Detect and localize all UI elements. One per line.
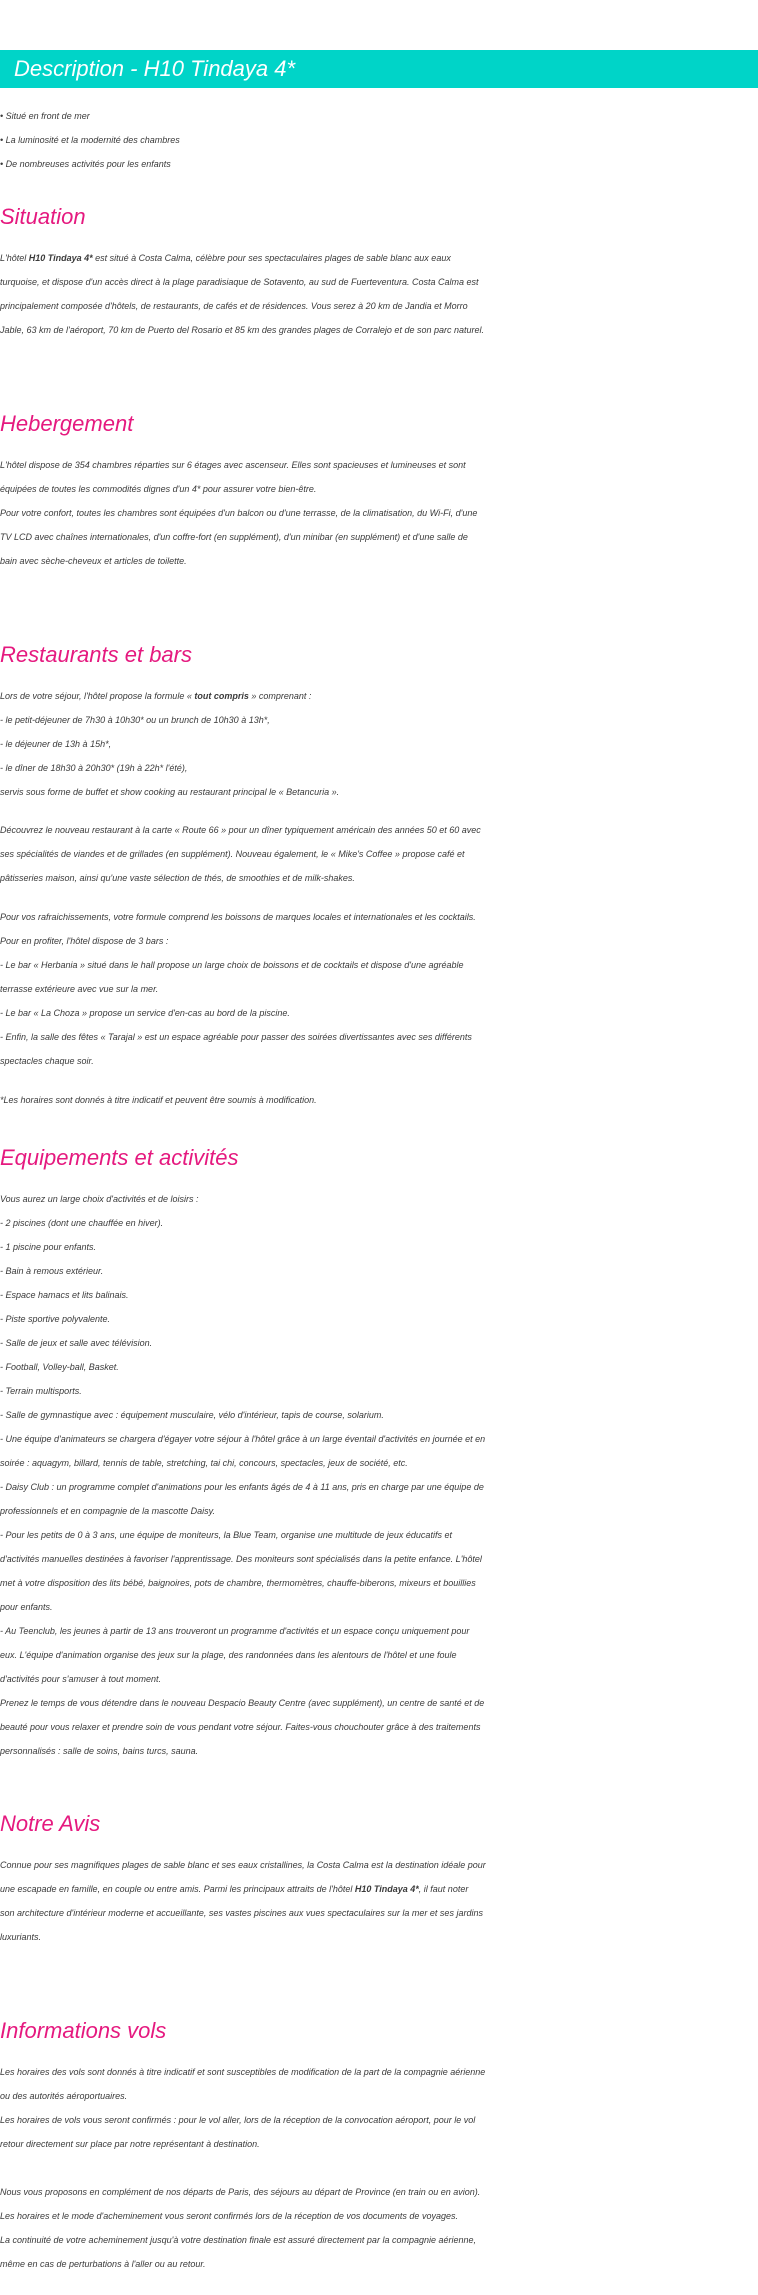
restaurants-paragraph-2 (0, 818, 758, 890)
text-line (0, 1877, 758, 1901)
text-line: La continuité de votre acheminement jusqu'à votre destination finale est assuré directement par la compagnie aérienne, (0, 2235, 477, 2245)
text-line: Les horaires et le mode d'acheminement vous seront confirmés lors de la réception de vos documents de voyages. (0, 2211, 458, 2221)
text-line: Les horaires des vols sont donnés à titre indicatif et sont susceptibles de modification de la part de la compagnie aérienne (0, 2067, 486, 2077)
text-line: - Le bar « La Choza » propose un service d'en-cas au bord de la piscine. (0, 1008, 290, 1018)
text-line: - le dîner de 18h30 à 20h30* (19h à 22h* l'été), (0, 763, 188, 773)
text-line: - 2 piscines (dont une chauffée en hiver). (0, 1218, 164, 1228)
text-line: - Le bar « Herbania » situé dans le hall propose un large choix de boissons et de cocktails et dispose d'une agréable (0, 960, 464, 970)
section-heading-vols: Informations vols (0, 2018, 167, 2043)
text-line: pâtisseries maison, ainsi qu'une vaste sélection de thés, de smoothies et de milk-shakes. (0, 873, 355, 883)
hotel-name: H10 Tindaya 4* (354, 1884, 419, 1894)
text-line: - Salle de jeux et salle avec télévision. (0, 1338, 153, 1348)
text-line: turquoise, et dispose d'un accès direct à la plage paradisiaque de Sotavento, au sud de Fuerteventura. Costa Calma est (0, 277, 479, 287)
text-line: pour enfants. (0, 1602, 53, 1612)
highlights-list (0, 104, 758, 176)
text-line: même en cas de perturbations à l'aller ou au retour. (0, 2259, 206, 2269)
text-fragment: L'hôtel (0, 253, 29, 263)
text-line: retour directement sur place par notre représentant à destination. (0, 2139, 260, 2149)
highlight-item: • De nombreuses activités pour les enfants (0, 159, 171, 169)
text-line: beauté pour vous relaxer et prendre soin de vous pendant votre séjour. Faites-vous chouchouter grâce à des traitements (0, 1722, 481, 1732)
text-fragment: » comprenant : (248, 691, 312, 701)
text-line: - Salle de gymnastique avec : équipement musculaire, vélo d'intérieur, tapis de course, solarium. (0, 1410, 384, 1420)
text-line: - Une équipe d'animateurs se chargera d'égayer votre séjour à l'hôtel grâce à un large éventail d'activités en journée et en (0, 1434, 486, 1444)
text-line: Connue pour ses magnifiques plages de sable blanc et ses eaux cristallines, la Costa Calma est la destination idéale pour (0, 1860, 486, 1870)
vols-paragraph-2 (0, 2180, 758, 2276)
text-line: eux. L'équipe d'animation organise des jeux sur la plage, des randonnées dans les alentours de l'hôtel et une foule (0, 1650, 457, 1660)
text-line: professionnels et en compagnie de la mascotte Daisy. (0, 1506, 215, 1516)
text-line: Pour vos rafraichissements, votre formule comprend les boissons de marques locales et internationales et les cocktails. (0, 912, 476, 922)
situation-text (0, 246, 758, 342)
text-line: Vous aurez un large choix d'activités et de loisirs : (0, 1194, 199, 1204)
text-fragment: une escapade en famille, en couple ou entre amis. Parmi les principaux attraits de l'hôtel (0, 1884, 355, 1894)
text-line: Découvrez le nouveau restaurant à la carte « Route 66 » pour un dîner typiquement américain des années 50 et 60 avec (0, 825, 481, 835)
text-line: personnalisés : salle de soins, bains turcs, sauna. (0, 1746, 199, 1756)
text-line: - Pour les petits de 0 à 3 ans, une équipe de moniteurs, la Blue Team, organise une multitude de jeux éducatifs et (0, 1530, 452, 1540)
text-line: Pour en profiter, l'hôtel dispose de 3 bars : (0, 936, 169, 946)
text-line: d'activités manuelles destinées à favoriser l'apprentissage. Des moniteurs sont spécialisés dans la petite enfance. L'hôtel (0, 1554, 482, 1564)
text-line: terrasse extérieure avec vue sur la mer. (0, 984, 159, 994)
text-line: luxuriants. (0, 1932, 42, 1942)
highlight-item: • La luminosité et la modernité des chambres (0, 135, 180, 145)
text-fragment: Lors de votre séjour, l'hôtel propose la formule « (0, 691, 195, 701)
section-heading-avis: Notre Avis (0, 1811, 101, 1836)
equipements-paragraph-2 (0, 1691, 758, 1763)
text-line: Les horaires de vols vous seront confirmés : pour le vol aller, lors de la réception de la convocation aéroport, pour le vol (0, 2115, 476, 2125)
text-line: L'hôtel dispose de 354 chambres réparties sur 6 étages avec ascenseur. Elles sont spacieuses et lumineuses et sont (0, 460, 466, 470)
text-line: son architecture d'intérieur moderne et accueillante, ses vastes piscines aux vues spectaculaires sur la mer et ses jardins (0, 1908, 483, 1918)
restaurants-note (0, 1088, 758, 1112)
text-line: - 1 piscine pour enfants. (0, 1242, 97, 1252)
text-line: - Football, Volley-ball, Basket. (0, 1362, 119, 1372)
text-fragment: est situé à Costa Calma, célèbre pour ses spectaculaires plages de sable blanc aux eaux (92, 253, 451, 263)
text-line (0, 684, 758, 708)
hebergement-text (0, 453, 758, 573)
text-line: met à votre disposition des lits bébé, baignoires, pots de chambre, thermomètres, chauffe-biberons, mixeurs et bouillies (0, 1578, 476, 1588)
highlight-item: • Situé en front de mer (0, 111, 90, 121)
text-line: - Au Teenclub, les jeunes à partir de 13 ans trouveront un programme d'activités et un espace conçu uniquement pour (0, 1626, 470, 1636)
text-line: - Enfin, la salle des fêtes « Tarajal » est un espace agréable pour passer des soirées divertissantes avec ses différents (0, 1032, 472, 1042)
section-heading-restaurants: Restaurants et bars (0, 642, 192, 667)
text-line: ses spécialités de viandes et de grillades (en supplément). Nouveau également, le « Mike's Coffee » propose café et (0, 849, 465, 859)
text-line: Jable, 63 km de l'aéroport, 70 km de Puerto del Rosario et 85 km des grandes plages de Corralejo et de son parc naturel. (0, 325, 484, 335)
restaurants-paragraph-3 (0, 905, 758, 1073)
text-line: bain avec sèche-cheveux et articles de toilette. (0, 556, 187, 566)
section-heading-equipements: Equipements et activités (0, 1145, 239, 1170)
text-line: - Terrain multisports. (0, 1386, 82, 1396)
text-line: équipées de toutes les commodités dignes d'un 4* pour assurer votre bien-être. (0, 484, 317, 494)
text-line: spectacles chaque soir. (0, 1056, 94, 1066)
text-line: Nous vous proposons en complément de nos départs de Paris, des séjours au départ de Province (en train ou en avion). (0, 2187, 481, 2197)
text-line: TV LCD avec chaînes internationales, d'un coffre-fort (en supplément), d'un minibar (en supplément) et d'une salle de (0, 532, 468, 542)
text-line: *Les horaires sont donnés à titre indicatif et peuvent être soumis à modification. (0, 1095, 317, 1105)
text-line: servis sous forme de buffet et show cooking au restaurant principal le « Betancuria ». (0, 787, 340, 797)
avis-text (0, 1853, 758, 1949)
formula-name: tout compris (194, 691, 249, 701)
text-fragment: , il faut noter (418, 1884, 469, 1894)
text-line: ou des autorités aéroportuaires. (0, 2091, 128, 2101)
section-heading-situation: Situation (0, 204, 86, 229)
text-line: - le déjeuner de 13h à 15h*, (0, 739, 112, 749)
restaurants-paragraph-1 (0, 684, 758, 804)
text-line: principalement composée d'hôtels, de restaurants, de cafés et de résidences. Vous serez à 20 km de Jandia et Morro (0, 301, 468, 311)
text-line: soirée : aquagym, billard, tennis de table, stretching, tai chi, concours, spectacles, jeux de société, etc. (0, 1458, 408, 1468)
text-line: - Bain à remous extérieur. (0, 1266, 104, 1276)
text-line: - Espace hamacs et lits balinais. (0, 1290, 129, 1300)
description-banner (0, 50, 758, 88)
text-line: - Piste sportive polyvalente. (0, 1314, 111, 1324)
vols-paragraph-1 (0, 2060, 758, 2156)
text-line: - le petit-déjeuner de 7h30 à 10h30* ou un brunch de 10h30 à 13h*, (0, 715, 270, 725)
equipements-paragraph-1 (0, 1187, 758, 1691)
text-line: Prenez le temps de vous détendre dans le nouveau Despacio Beauty Centre (avec supplément), un centre de santé et de (0, 1698, 485, 1708)
text-line: - Daisy Club : un programme complet d'animations pour les enfants âgés de 4 à 11 ans, pris en charge par une équipe de (0, 1482, 484, 1492)
text-line (0, 246, 758, 270)
hotel-name: H10 Tindaya 4* (28, 253, 93, 263)
section-heading-hebergement: Hebergement (0, 411, 134, 436)
text-line: d'activités pour s'amuser à tout moment. (0, 1674, 162, 1684)
page-title: Description - H10 Tindaya 4* (14, 56, 296, 81)
text-line: Pour votre confort, toutes les chambres sont équipées d'un balcon ou d'une terrasse, de la climatisation, du Wi-Fi, d'une (0, 508, 478, 518)
